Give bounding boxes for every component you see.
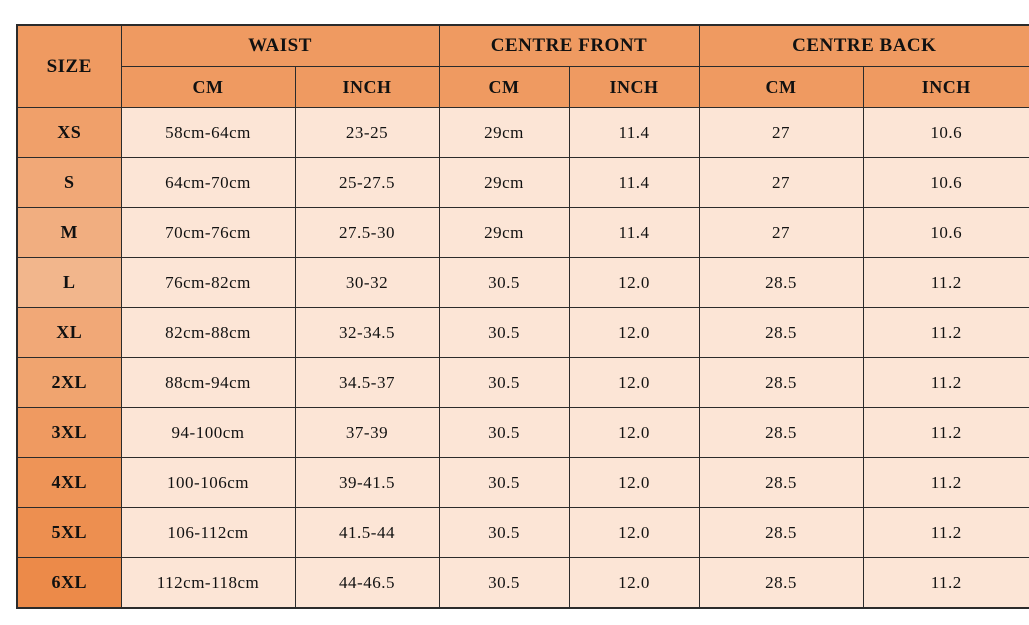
measurement-cell: 39-41.5 (295, 458, 439, 508)
header-centre-back-inch: INCH (863, 67, 1029, 108)
measurement-cell: 28.5 (699, 408, 863, 458)
measurement-cell: 28.5 (699, 558, 863, 609)
measurement-cell: 28.5 (699, 508, 863, 558)
measurement-cell: 25-27.5 (295, 158, 439, 208)
header-group-centre-front: CENTRE FRONT (439, 25, 699, 67)
measurement-cell: 106-112cm (121, 508, 295, 558)
measurement-cell: 11.4 (569, 108, 699, 158)
measurement-cell: 29cm (439, 108, 569, 158)
measurement-cell: 30.5 (439, 408, 569, 458)
measurement-cell: 30.5 (439, 308, 569, 358)
measurement-cell: 28.5 (699, 258, 863, 308)
measurement-cell: 11.4 (569, 158, 699, 208)
measurement-cell: 29cm (439, 208, 569, 258)
table-row (17, 458, 1029, 508)
table-row (17, 358, 1029, 408)
measurement-cell: 100-106cm (121, 458, 295, 508)
measurement-cell: 11.2 (863, 258, 1029, 308)
measurement-cell: 12.0 (569, 558, 699, 609)
measurement-cell: 28.5 (699, 458, 863, 508)
measurement-cell: 10.6 (863, 108, 1029, 158)
size-label-cell: 3XL (17, 408, 121, 458)
measurement-cell: 11.2 (863, 458, 1029, 508)
measurement-cell: 12.0 (569, 358, 699, 408)
measurement-cell: 12.0 (569, 508, 699, 558)
header-waist-inch: INCH (295, 67, 439, 108)
measurement-cell: 23-25 (295, 108, 439, 158)
measurement-cell: 28.5 (699, 308, 863, 358)
header-centre-front-cm: CM (439, 67, 569, 108)
measurement-cell: 44-46.5 (295, 558, 439, 609)
table-row (17, 508, 1029, 558)
size-label-cell: L (17, 258, 121, 308)
header-waist-cm: CM (121, 67, 295, 108)
measurement-cell: 30-32 (295, 258, 439, 308)
measurement-cell: 34.5-37 (295, 358, 439, 408)
measurement-cell: 64cm-70cm (121, 158, 295, 208)
measurement-cell: 11.2 (863, 558, 1029, 609)
measurement-cell: 30.5 (439, 558, 569, 609)
measurement-cell: 12.0 (569, 308, 699, 358)
size-chart-table (16, 24, 1029, 609)
table-row (17, 158, 1029, 208)
table-row (17, 208, 1029, 258)
size-label-cell: S (17, 158, 121, 208)
header-group-waist: WAIST (121, 25, 439, 67)
table-row (17, 108, 1029, 158)
measurement-cell: 82cm-88cm (121, 308, 295, 358)
measurement-cell: 58cm-64cm (121, 108, 295, 158)
measurement-cell: 11.4 (569, 208, 699, 258)
header-centre-back-cm: CM (699, 67, 863, 108)
measurement-cell: 112cm-118cm (121, 558, 295, 609)
measurement-cell: 10.6 (863, 208, 1029, 258)
measurement-cell: 76cm-82cm (121, 258, 295, 308)
measurement-cell: 30.5 (439, 358, 569, 408)
measurement-cell: 94-100cm (121, 408, 295, 458)
size-label-cell: 6XL (17, 558, 121, 609)
size-label-cell: M (17, 208, 121, 258)
measurement-cell: 12.0 (569, 408, 699, 458)
size-label-cell: 5XL (17, 508, 121, 558)
header-group-centre-back: CENTRE BACK (699, 25, 1029, 67)
size-chart-table-wrapper (16, 24, 1029, 609)
size-label-cell: 2XL (17, 358, 121, 408)
measurement-cell: 11.2 (863, 508, 1029, 558)
measurement-cell: 11.2 (863, 408, 1029, 458)
size-label-cell: 4XL (17, 458, 121, 508)
measurement-cell: 12.0 (569, 458, 699, 508)
measurement-cell: 11.2 (863, 308, 1029, 358)
size-label-cell: XS (17, 108, 121, 158)
measurement-cell: 70cm-76cm (121, 208, 295, 258)
measurement-cell: 37-39 (295, 408, 439, 458)
measurement-cell: 30.5 (439, 458, 569, 508)
table-row (17, 258, 1029, 308)
table-row (17, 408, 1029, 458)
measurement-cell: 29cm (439, 158, 569, 208)
measurement-cell: 12.0 (569, 258, 699, 308)
table-row (17, 558, 1029, 609)
measurement-cell: 88cm-94cm (121, 358, 295, 408)
header-size: SIZE (17, 25, 121, 108)
unit-header-row (17, 67, 1029, 108)
measurement-cell: 27 (699, 208, 863, 258)
measurement-cell: 28.5 (699, 358, 863, 408)
measurement-cell: 10.6 (863, 158, 1029, 208)
header-centre-front-inch: INCH (569, 67, 699, 108)
table-body (17, 108, 1029, 609)
measurement-cell: 27 (699, 158, 863, 208)
measurement-cell: 30.5 (439, 508, 569, 558)
measurement-cell: 11.2 (863, 358, 1029, 408)
measurement-cell: 30.5 (439, 258, 569, 308)
table-row (17, 308, 1029, 358)
measurement-cell: 27 (699, 108, 863, 158)
group-header-row (17, 25, 1029, 67)
table-header (17, 25, 1029, 108)
measurement-cell: 27.5-30 (295, 208, 439, 258)
measurement-cell: 32-34.5 (295, 308, 439, 358)
measurement-cell: 41.5-44 (295, 508, 439, 558)
size-label-cell: XL (17, 308, 121, 358)
